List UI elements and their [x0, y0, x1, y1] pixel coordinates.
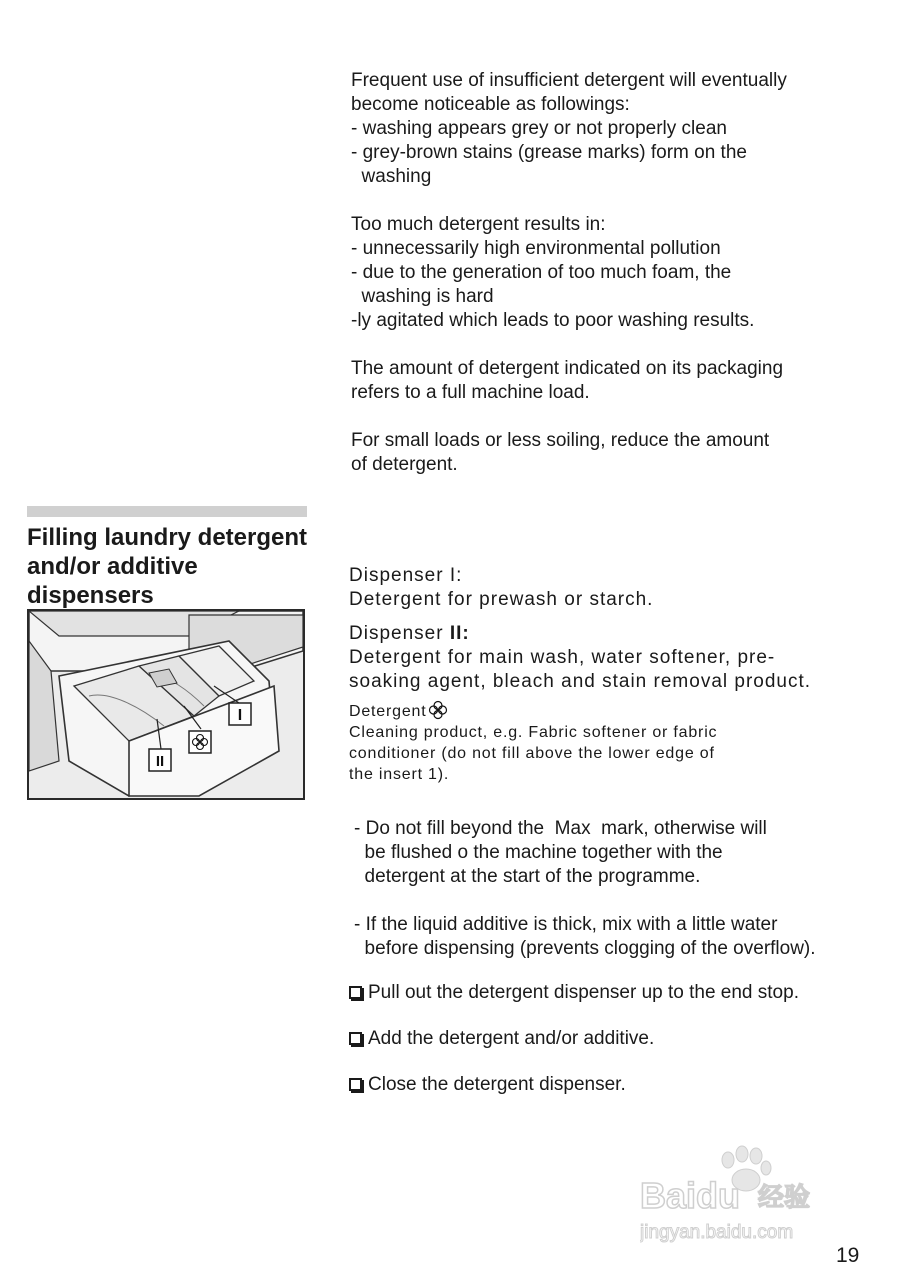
dispenser-2-label: Dispenser	[349, 623, 450, 644]
para-line: refers to a full machine load.	[351, 382, 590, 403]
dispenser-3-text: the insert 1).	[349, 766, 450, 783]
dispenser-3-label: Detergent	[349, 703, 427, 720]
steps-list	[349, 981, 889, 1119]
dispenser-1-text: Detergent for prewash or starch.	[349, 589, 654, 610]
note-line: before dispensing (prevents clogging of the overflow).	[354, 938, 816, 959]
para-line: - grey-brown stains (grease marks) form on the	[351, 142, 747, 163]
dispenser-2-title	[349, 622, 879, 646]
note-line: be flushed o the machine together with the	[354, 842, 723, 863]
compartment-label-I: I	[237, 707, 243, 724]
para-line: of detergent.	[351, 454, 458, 475]
para-line: - washing appears grey or not properly clean	[351, 118, 727, 139]
dispenser-3-text: Cleaning product, e.g. Fabric softener or fabric	[349, 724, 718, 741]
watermark-url: jingyan.baidu.com	[640, 1222, 794, 1243]
checkbox-icon	[349, 1032, 362, 1045]
watermark-graphic	[640, 1140, 850, 1250]
dispenser-3-title	[349, 700, 879, 722]
dispenser-1-label: Dispenser	[349, 565, 450, 586]
flower-icon	[428, 700, 448, 720]
para-line: Frequent use of insufficient detergent will eventually	[351, 70, 787, 91]
checkbox-icon	[349, 1078, 362, 1091]
step-text: Add the detergent and/or additive.	[368, 1028, 655, 1049]
dispenser-2-text: Detergent for main wash, water softener, pre-	[349, 647, 776, 668]
compartment-label-II: II	[155, 753, 165, 770]
dispenser-1-number: I:	[449, 565, 463, 586]
baidu-watermark	[640, 1140, 850, 1250]
notes-block	[354, 817, 894, 961]
dispenser-illustration	[27, 609, 305, 800]
dispenser-2-text: soaking agent, bleach and stain removal product.	[349, 671, 812, 692]
note-line: - Do not fill beyond the Max mark, otherwise will	[354, 818, 767, 839]
para-line: Too much detergent results in:	[351, 214, 606, 235]
step-item	[349, 1027, 889, 1073]
note-line: - If the liquid additive is thick, mix with a little water	[354, 914, 778, 935]
heading-line: dispensers	[27, 582, 154, 609]
para-line: washing	[351, 166, 432, 187]
step-item	[349, 1073, 889, 1119]
para-line: -ly agitated which leads to poor washing results.	[351, 310, 755, 331]
para-line: washing is hard	[351, 286, 494, 307]
drawer-drawing	[29, 611, 303, 798]
dispenser-2-number: II:	[449, 623, 470, 644]
watermark-brand: Baidu	[640, 1175, 741, 1216]
step-text: Close the detergent dispenser.	[368, 1074, 626, 1095]
heading-line: Filling laundry detergent	[27, 524, 308, 551]
checkbox-icon	[349, 986, 362, 999]
watermark-cn: 经验	[758, 1183, 811, 1213]
para-line: For small loads or less soiling, reduce the amount	[351, 430, 770, 451]
step-text: Pull out the detergent dispenser up to the end stop.	[368, 982, 799, 1003]
para-line: The amount of detergent indicated on its packaging	[351, 358, 784, 379]
para-line: - due to the generation of too much foam, the	[351, 262, 732, 283]
page-number: 19	[836, 1244, 860, 1267]
note-line: detergent at the start of the programme.	[354, 866, 701, 887]
dispenser-3-text: conditioner (do not fill above the lower edge of	[349, 745, 715, 762]
intro-text	[351, 69, 881, 477]
heading-line: and/or additive	[27, 553, 198, 580]
step-item	[349, 981, 889, 1027]
dispenser-1-title	[349, 564, 879, 588]
section-divider	[27, 506, 307, 517]
para-line: become noticeable as followings:	[351, 94, 630, 115]
para-line: - unnecessarily high environmental pollution	[351, 238, 721, 259]
section-heading	[27, 523, 337, 610]
dispenser-descriptions	[349, 564, 879, 785]
